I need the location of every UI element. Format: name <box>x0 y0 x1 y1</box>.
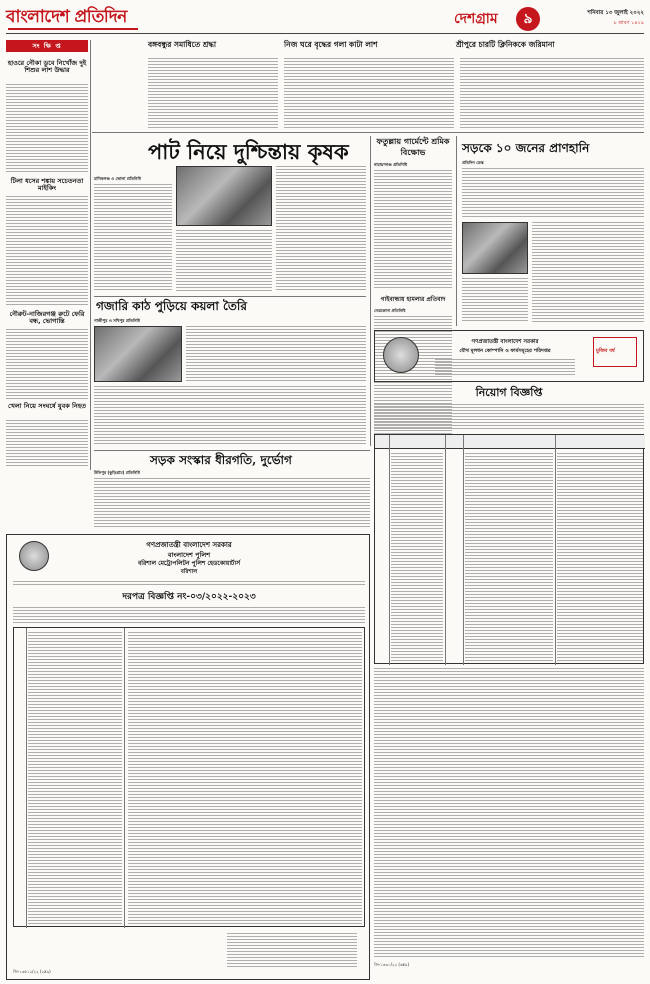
lead-text-col-2 <box>176 230 272 292</box>
accident-byline: প্রতিদিন ডেস্ক <box>462 160 484 165</box>
gojari-headline: গজারি কাঠ পুড়িয়ে কয়লা তৈরি <box>96 299 247 313</box>
gojari-photo <box>94 326 182 382</box>
police-ad-line3: বরিশাল মেট্রোপলিটন পুলিশ হেডকোয়ার্টার্স <box>137 560 241 567</box>
police-ad-intro <box>13 607 365 623</box>
job-ad-intro <box>374 404 644 430</box>
accident-text-left <box>462 278 528 322</box>
brief-title-2: টিলা ধসের শঙ্কায় সচেতনতা মাইকিং <box>10 177 84 193</box>
gojari-byline: গাজীপুর ও সখিপুর প্রতিনিধি <box>94 318 140 323</box>
brief-2-text <box>6 196 88 306</box>
road-headline: সড়ক সংস্কার ধীরগতি, দুর্ভোগ <box>150 453 292 467</box>
job-ad-title: নিয়োগ বিজ্ঞপ্তি <box>475 386 543 399</box>
brief-1-text <box>6 84 88 174</box>
strip-story-1-text <box>148 58 278 128</box>
column-divider <box>90 40 91 470</box>
police-ad-line4: বরিশাল <box>180 569 198 575</box>
lead-text-col-3 <box>276 166 366 292</box>
table-col-qualification <box>465 453 553 661</box>
protest-headline: গাইবান্ধায় হামলার প্রতিবাদ <box>380 296 446 303</box>
column-divider <box>370 136 371 446</box>
divider <box>94 450 370 451</box>
brief-3-text <box>6 329 88 399</box>
strip-story-2-text <box>284 58 454 128</box>
police-ad-signature-block <box>227 933 357 969</box>
job-ad-conditions <box>374 668 644 958</box>
page-number: ৯ <box>516 7 540 31</box>
job-ad-footer-code: জি-১৩৩০/২২ (৬x৯) <box>374 962 410 967</box>
job-ad-address <box>435 359 575 375</box>
lead-photo <box>176 166 272 226</box>
strip-headline-3: শ্রীপুরে চারটি ক্লিনিককে জরিমানা <box>456 40 555 49</box>
brief-4-text <box>6 420 88 468</box>
column-divider <box>456 136 457 326</box>
police-tender-ad <box>6 534 370 980</box>
section-name: দেশগ্রাম <box>454 11 498 27</box>
table-col-posts <box>391 453 443 661</box>
road-byline: উলিপুর (কুড়িগ্রাম) প্রতিনিধি <box>94 470 140 475</box>
protest-byline: নেত্রকোনা প্রতিনিধি <box>374 308 406 313</box>
accident-text-top <box>462 168 644 218</box>
table-header-row <box>375 435 645 449</box>
police-ad-ref-line <box>13 581 365 587</box>
date-bengali: ৮ শ্রাবণ ১৪২৯ <box>613 20 644 26</box>
police-logo <box>19 541 49 571</box>
police-ad-table-values <box>128 632 362 924</box>
job-ad-office-line: যৌথ মূলধন কোম্পানি ও ফার্মসমূহের পরিদপ্তর <box>459 348 551 354</box>
job-ad-vacancy-table <box>374 434 644 664</box>
police-ad-table <box>13 627 365 927</box>
lead-byline: মানিকগঞ্জ ও ভোলা প্রতিনিধি <box>94 176 141 181</box>
strip-story-3-text <box>460 58 644 128</box>
logo-underline <box>8 28 138 30</box>
accident-text-right <box>532 222 644 322</box>
garment-headline: ফতুল্লায় গার্মেন্টে শ্রমিক বিক্ষোভ <box>376 136 450 157</box>
accident-headline: সড়কে ১০ জনের প্রাণহানি <box>462 141 590 155</box>
police-ad-title: দরপত্র বিজ্ঞপ্তি নং-০৩/২০২২-২০২৩ <box>122 592 256 602</box>
table-col-districts <box>557 453 643 661</box>
newspaper-logo: বাংলাদেশ প্রতিদিন <box>6 7 127 27</box>
job-ad-gov-line: গণপ্রজাতন্ত্রী বাংলাদেশ সরকার <box>471 339 539 345</box>
government-seal <box>383 337 419 373</box>
gojari-text-bottom <box>94 386 366 446</box>
mujib-year-logo <box>593 337 637 367</box>
garment-text <box>374 170 452 290</box>
masthead <box>6 4 644 34</box>
accident-photo <box>462 222 528 274</box>
road-text <box>94 478 370 528</box>
strip-headline-1: বঙ্গবন্ধুর সমাধিতে শ্রদ্ধা <box>148 40 217 49</box>
mujib-year-label: মুজিব বর্ষ <box>596 348 615 354</box>
police-ad-line2: বাংলাদেশ পুলিশ <box>167 551 211 559</box>
lead-headline: পাট নিয়ে দুশ্চিন্তায় কৃষক <box>148 139 349 164</box>
police-ad-line1: গণপ্রজাতন্ত্রী বাংলাদেশ সরকার <box>146 541 232 549</box>
divider <box>94 296 366 297</box>
brief-title-3: নৌরুট-নাজিরগঞ্জ রুটে ফেরি বন্ধ, ভোগান্তি <box>9 310 85 326</box>
date-gregorian: শনিবার ১৩ জুলাই ২০২২ <box>587 10 644 16</box>
divider <box>92 132 644 133</box>
brief-title-4: খেলা নিয়ে সংঘর্ষে যুবক নিহত <box>7 402 87 410</box>
gojari-text-top <box>186 326 366 382</box>
lead-text-col-1 <box>94 184 172 292</box>
job-ad-header <box>374 330 644 382</box>
police-ad-table-labels <box>28 632 122 924</box>
strip-headline-2: নিজ ঘরে বৃদ্ধের গলা কাটা লাশ <box>284 40 378 49</box>
brief-section-label: সং ক্ষি প্ত <box>6 40 88 52</box>
brief-title-1: হাওরে নৌকা ডুবে নিখোঁজ দুই শিশুর লাশ উদ্ধার <box>7 59 87 75</box>
garment-byline: নারায়ণগঞ্জ প্রতিনিধি <box>374 162 408 167</box>
police-ad-footer-code: জি-১৩৫১২/২২ (২x৯) <box>13 969 51 974</box>
